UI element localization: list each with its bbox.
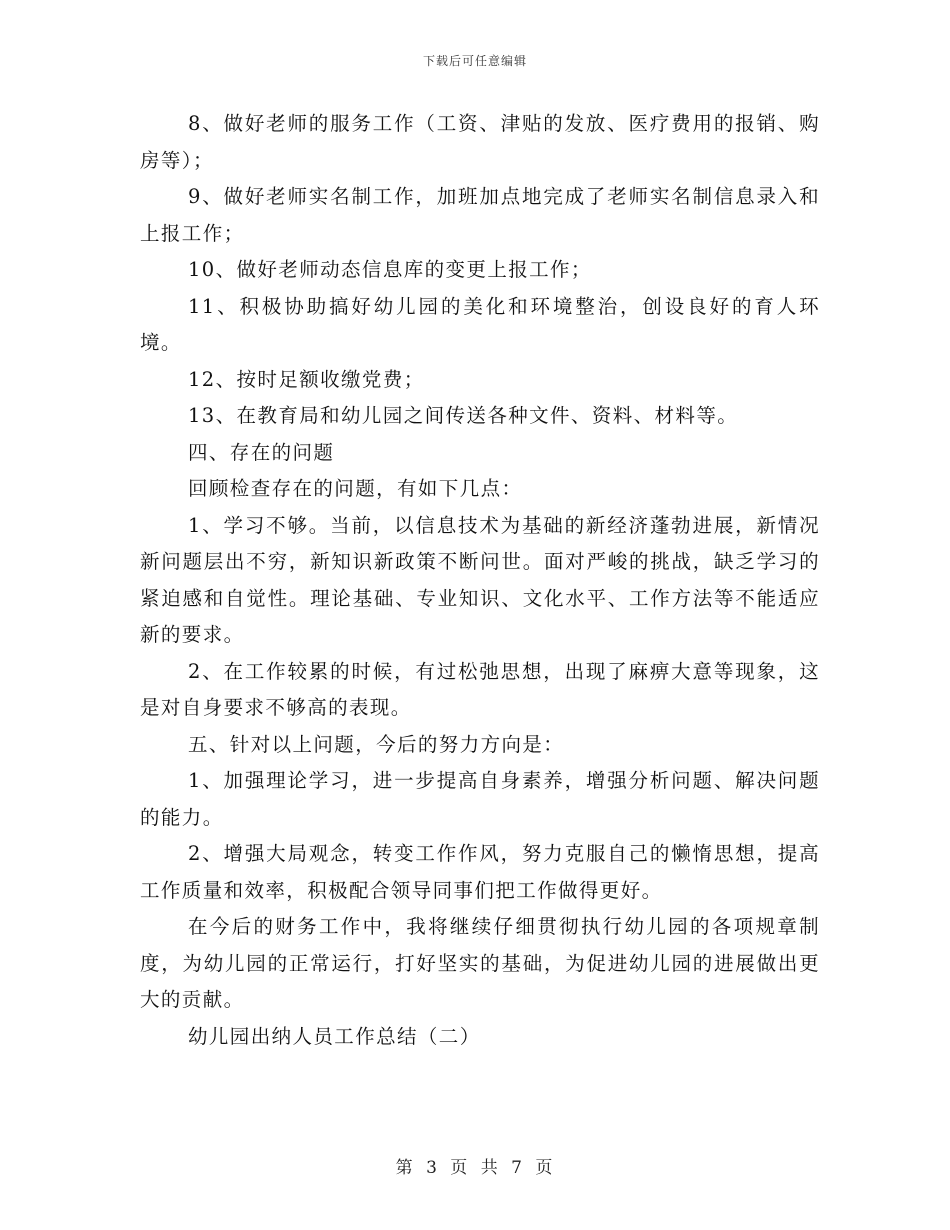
paragraph-item-10: 10、做好老师动态信息库的变更上报工作； <box>188 258 592 281</box>
paragraph-item-13: 13、在教育局和幼儿园之间传送各种文件、资料、材料等。 <box>188 404 739 427</box>
paragraph-conclusion: 在今后的财务工作中，我将继续仔细贯彻执行幼儿园的各项规章制度，为幼儿园的正常运行，打好坚实的基础，为促进幼儿园的进展做出更大的贡献。 <box>140 915 820 1011</box>
paragraph-item-12: 12、按时足额收缴党费； <box>188 367 425 391</box>
page-number-footer: 第 3 页 共 7 页 <box>395 1158 555 1178</box>
next-section-title: 幼儿园出纳人员工作总结（二） <box>188 1024 481 1048</box>
paragraph-item-11: 11、积极协助搞好幼儿园的美化和环境整治，创设良好的育人环境。 <box>140 294 820 354</box>
section-heading-problems: 四、存在的问题 <box>188 440 335 464</box>
page-header: 下载后可任意编辑 <box>422 54 527 68</box>
paragraph-direction-2: 2、增强大局观念，转变工作作风，努力克服自己的懒惰思想，提高工作质量和效率，积极配合领导同事们把工作做得更好。 <box>140 842 820 902</box>
paragraph-problem-1: 1、学习不够。当前，以信息技术为基础的新经济蓬勃进展，新情况新问题层出不穷，新知识新政策不断问世。面对严峻的挑战，缺乏学习的紧迫感和自觉性。理论基础、专业知识、文化水平、工作方法等不能适应新的要求。 <box>140 513 820 646</box>
paragraph-problem-2: 2、在工作较累的时候，有过松弛思想，出现了麻痹大意等现象，这是对自身要求不够高的表现。 <box>140 659 820 719</box>
paragraph-review-intro: 回顾检查存在的问题，有如下几点： <box>188 477 523 500</box>
paragraph-direction-1: 1、加强理论学习，进一步提高自身素养，增强分析问题、解决问题的能力。 <box>140 769 820 829</box>
paragraph-item-8: 8、做好老师的服务工作（工资、津贴的发放、医疗费用的报销、购房等）； <box>140 112 820 172</box>
section-heading-direction: 五、针对以上问题，今后的努力方向是： <box>188 732 565 756</box>
paragraph-item-9: 9、做好老师实名制工作，加班加点地完成了老师实名制信息录入和上报工作； <box>140 185 820 245</box>
document-body <box>140 106 820 1055</box>
